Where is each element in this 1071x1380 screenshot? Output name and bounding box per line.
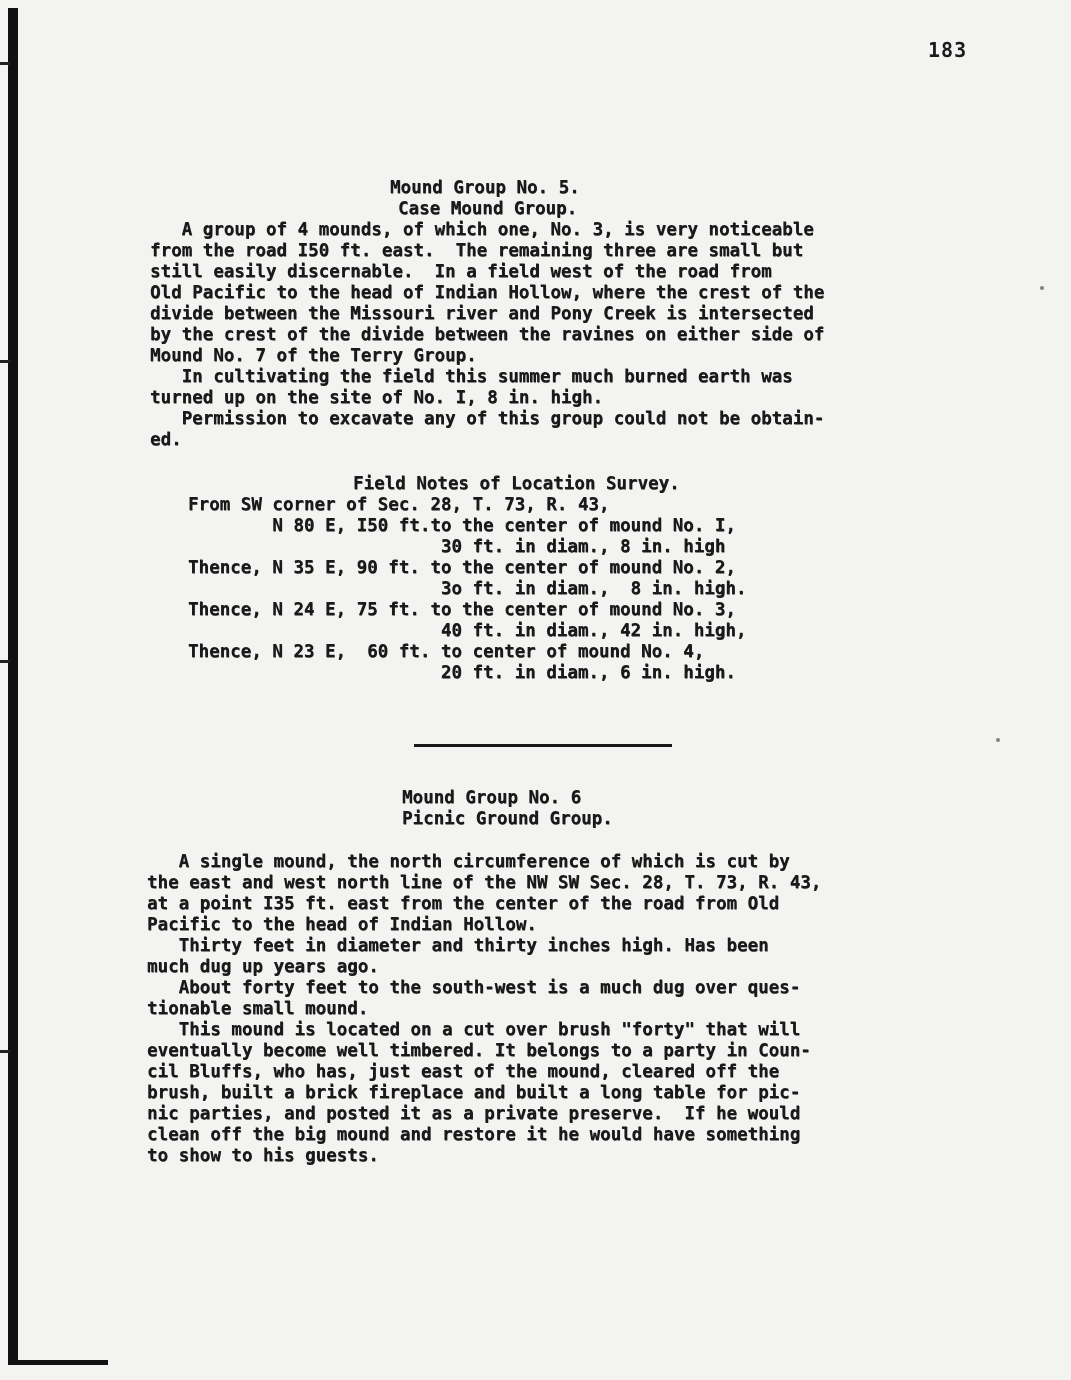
survey-title: Field Notes of Location Survey. bbox=[353, 474, 680, 494]
edge-tick bbox=[0, 1050, 10, 1053]
section-title: Mound Group No. 5. bbox=[390, 178, 580, 198]
speck bbox=[1040, 286, 1044, 290]
page-left-edge bbox=[8, 8, 18, 1365]
section-title: Mound Group No. 6 bbox=[402, 788, 582, 808]
section-paragraph: A single mound, the north circumference of which is cut by the east and west north line of the NW SW Sec. 28, T. 73, R. 43, at a point I35 ft. east from the center of the road from Old Pacific to the head of Indian Hollow. Thirty feet in diameter and thirty inches high. Has been much dug up years ago. About forty feet to the south-west is a much dug over ques- tionable small mound. This mound is located on a cut over brush "forty" that will eventually become well timbered. It belongs to a party in Coun- cil Bluffs, who has, just east of the mound, cleared off the brush, built a brick fireplace and built a long table for pic- nic parties, and posted it as a private preserve. If he would clean off the big mound and restore it he would have something to show to his guests. bbox=[147, 852, 822, 1166]
section-subtitle: Picnic Ground Group. bbox=[402, 809, 613, 829]
speck bbox=[996, 738, 1000, 742]
page-number: 183 bbox=[928, 38, 968, 62]
edge-tick bbox=[0, 62, 10, 65]
edge-tick bbox=[0, 360, 10, 363]
survey-notes: From SW corner of Sec. 28, T. 73, R. 43, N 80 E, I50 ft.to the center of mound No. I, 30 ft. in diam., 8 in. high Thence, N 35 E, 90 ft. to the center of mound No. 2, 3o ft. in diam., 8 in. high. Thence, N 24 E, 75 ft. to the center of mound No. 3, 40 ft. in diam., 42 in. high, Thence, N 23 E, 60 ft. to center of mound No. 4, 20 ft. in diam., 6 in. high. bbox=[188, 495, 747, 683]
section-divider bbox=[414, 744, 672, 747]
edge-tick bbox=[0, 660, 10, 663]
section-paragraph: A group of 4 mounds, of which one, No. 3, is very noticeable from the road I50 ft. east. The remaining three are small but still easily discernable. In a field west of the road from Old Pacific to the head of Indian Hollow, where the crest of the divide between the Missouri river and Pony Creek is intersected by the crest of the divide between the ravines on either side of Mound No. 7 of the Terry Group. In cultivating the field this summer much burned earth was turned up on the site of No. I, 8 in. high. Permission to excavate any of this group could not be obtain- ed. bbox=[150, 220, 825, 450]
section-subtitle: Case Mound Group. bbox=[398, 199, 578, 219]
page-bottom-edge bbox=[8, 1360, 108, 1365]
